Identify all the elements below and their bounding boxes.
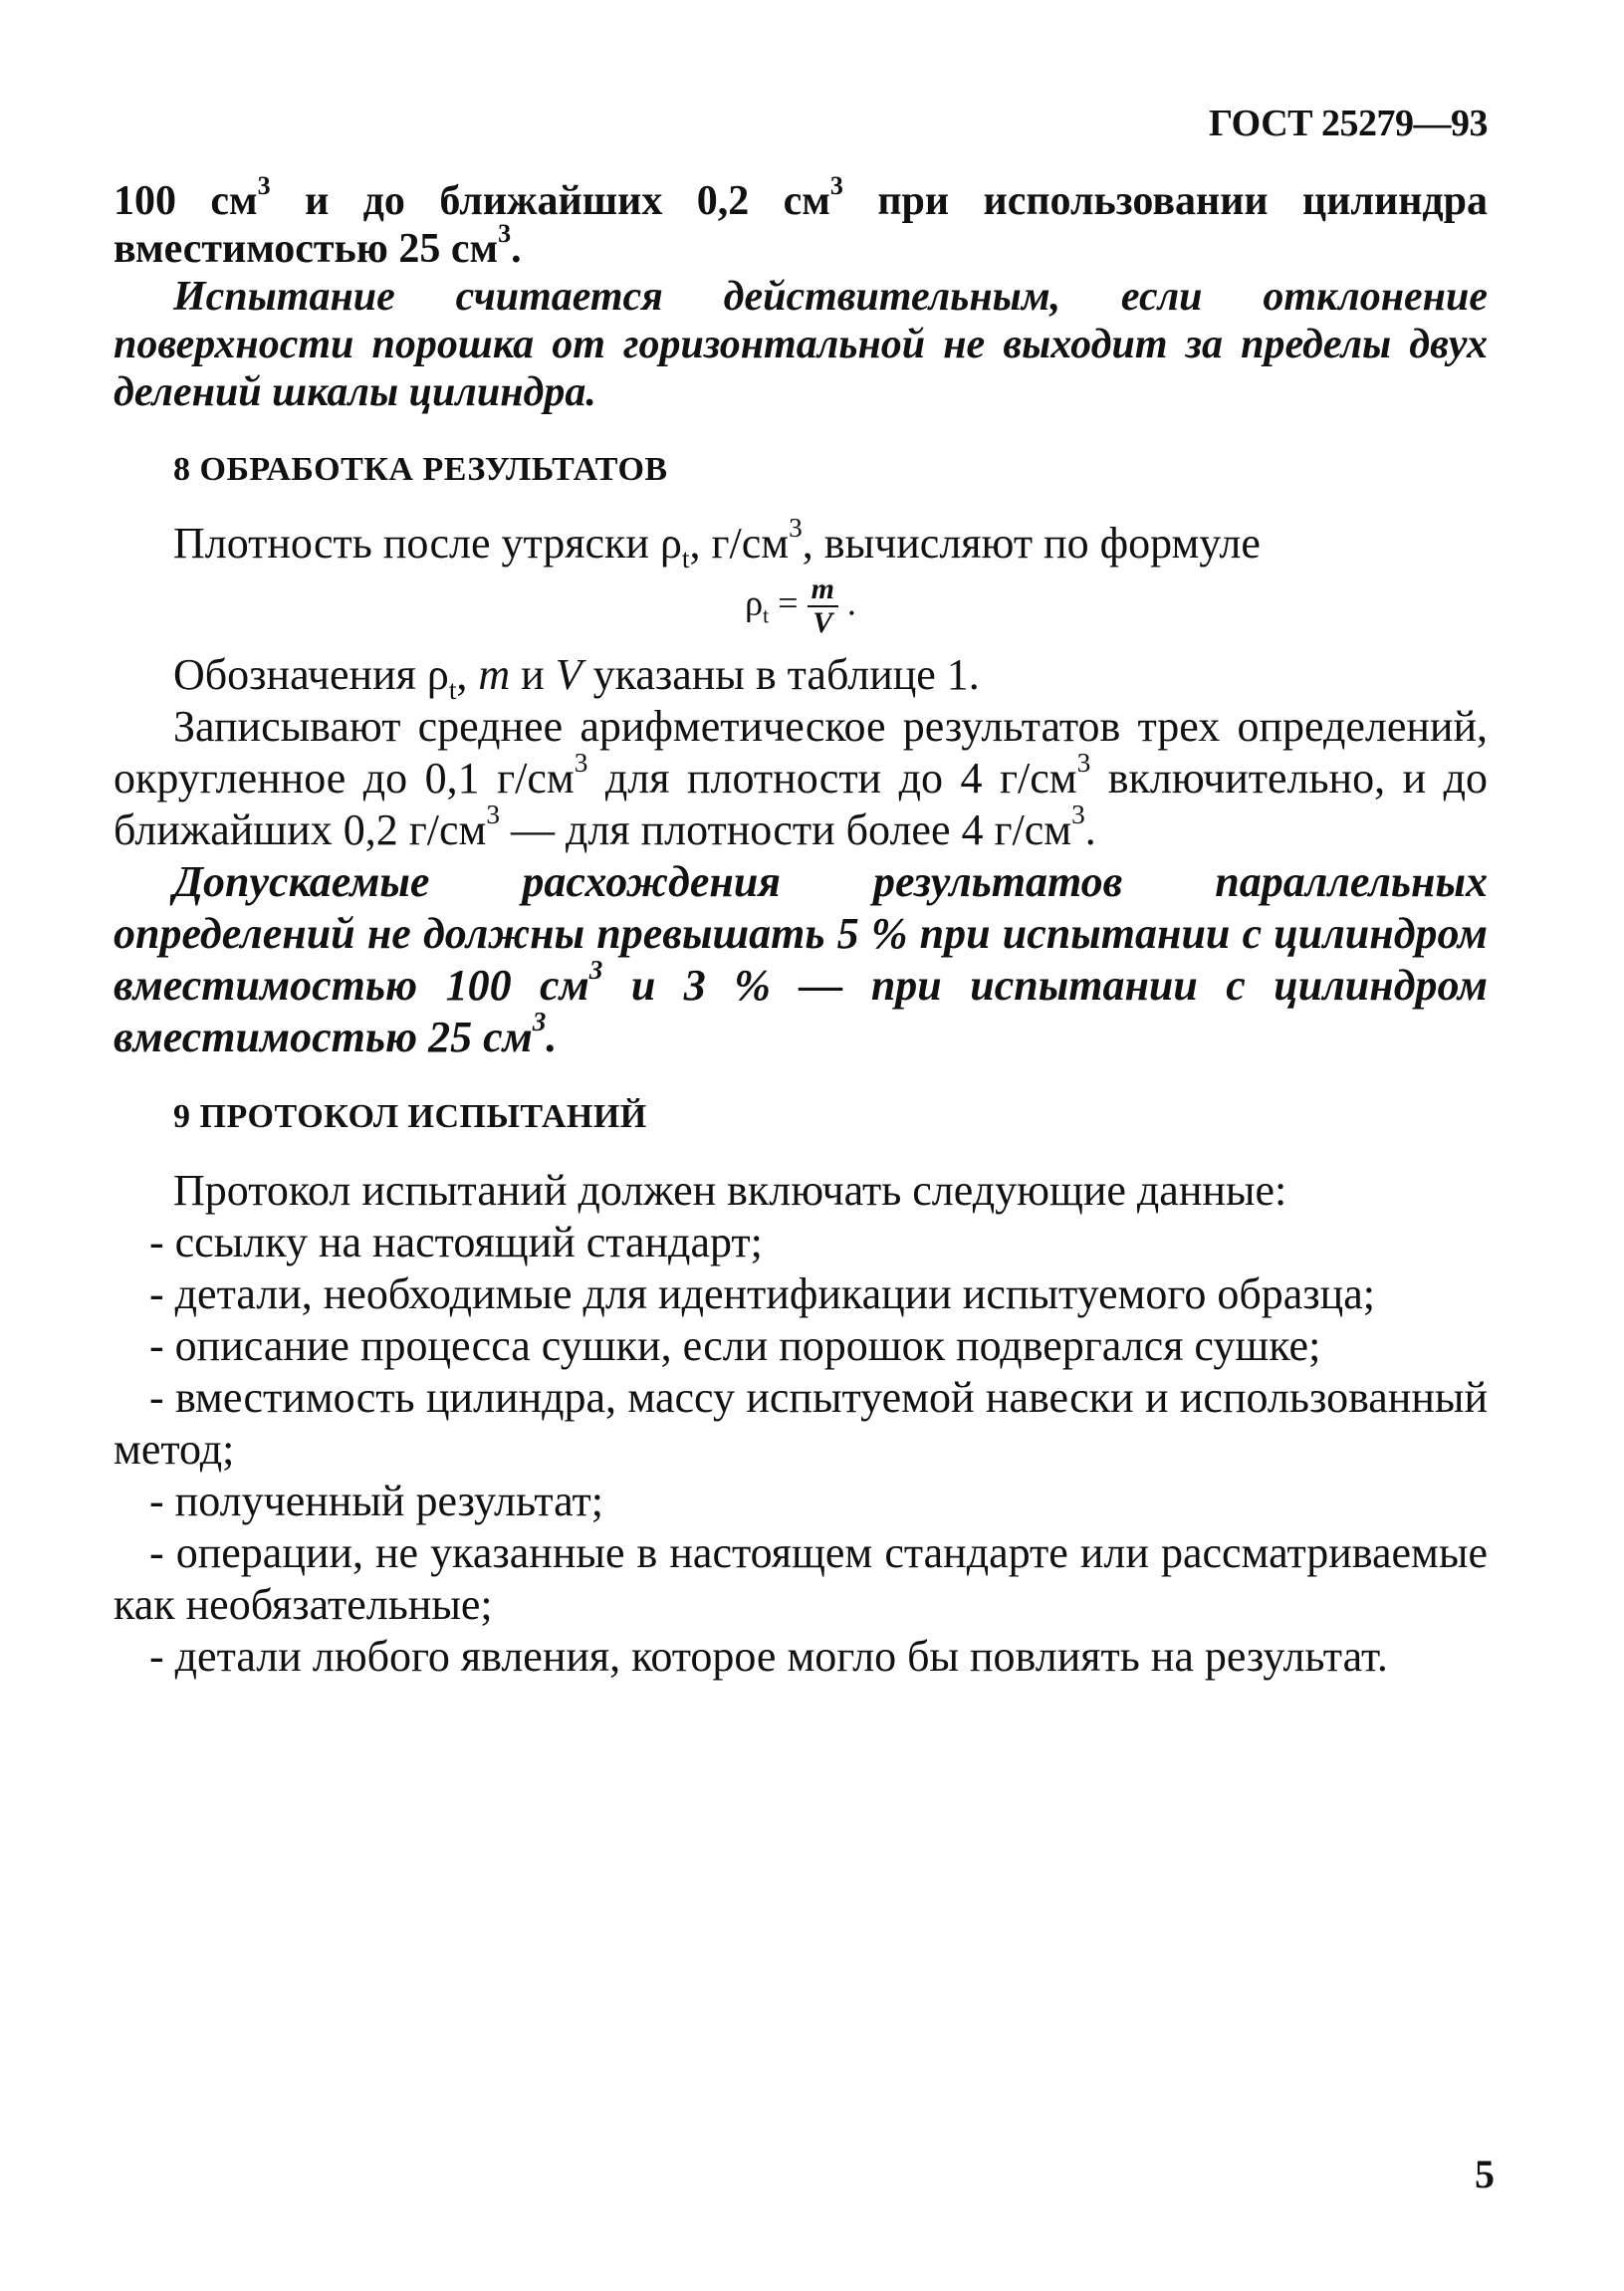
text-span: и xyxy=(510,650,556,699)
text-span: . xyxy=(511,226,522,272)
text-span: указаны в таблице 1. xyxy=(581,650,980,699)
formula-tail: . xyxy=(837,582,856,623)
list-item: - операции, не указанные в настоящем стандарте или рассматриваемые как необязательные; xyxy=(114,1528,1488,1629)
text-span: 100 см xyxy=(114,178,258,224)
subscript: t xyxy=(448,674,457,705)
validity-note: Испытание считается действительным, если отклонение поверхности порошка от горизонтальной не выходит за пределы двух делений шкалы цилиндра. xyxy=(114,274,1488,415)
subscript: t xyxy=(681,543,690,573)
tolerance-note xyxy=(114,856,1488,1063)
symbol-m: m xyxy=(478,650,511,699)
superscript: 3 xyxy=(486,799,500,829)
density-formula xyxy=(114,573,1488,643)
text-span: . xyxy=(546,1013,558,1061)
protocol-intro: Протокол испытаний должен включать следующие данные: xyxy=(173,1166,1287,1215)
record-paragraph xyxy=(114,701,1488,856)
text-span: Обозначения ρ xyxy=(173,650,449,699)
text-span: и 3 % — при испытании с цилиндром вместимостью 25 см xyxy=(114,961,1488,1061)
superscript: 3 xyxy=(498,218,512,248)
text-span: Записывают среднее арифметическое результатов трех определений, округленное до 0,1 г/см xyxy=(114,702,1488,802)
document-header: ГОСТ 25279—93 xyxy=(1208,103,1488,144)
text-span: Допускаемые расхождения результатов параллельных определений не должны превышать 5 % при испытании с цилиндром вместимостью 100 см xyxy=(114,857,1488,1010)
text-span: Плотность после утряски ρ xyxy=(173,519,682,568)
list-item: - ссылку на настоящий стандарт; xyxy=(149,1218,763,1266)
list-item: - описание процесса сушки, если порошок подвергался сушке; xyxy=(149,1321,1321,1370)
formula-subscript: t xyxy=(763,602,770,628)
fraction-numerator: m xyxy=(808,573,838,607)
superscript: 3 xyxy=(1076,747,1091,778)
formula-intro xyxy=(114,512,1488,573)
text-span: включительно, и до ближайших 0,2 г/см xyxy=(114,754,1488,854)
notation-paragraph xyxy=(114,649,1488,705)
page-content xyxy=(114,170,1488,1683)
formula-fraction xyxy=(808,573,838,639)
symbol-v: V xyxy=(555,650,582,699)
superscript: 3 xyxy=(789,512,803,543)
text-span: при использовании цилиндра вместимостью 25 см xyxy=(114,178,1488,272)
text-span: и до ближайших 0,2 см xyxy=(270,178,830,224)
fraction-denominator: V xyxy=(812,606,833,639)
page-number: 5 xyxy=(1475,2152,1495,2196)
text-span: , вычисляют по формуле xyxy=(802,519,1261,568)
text-span: , xyxy=(456,650,479,699)
list-item: - вместимость цилиндра, массу испытуемой навески и использованный метод; xyxy=(114,1373,1488,1474)
superscript: 3 xyxy=(1071,799,1085,829)
superscript: 3 xyxy=(588,954,603,985)
superscript: 3 xyxy=(257,170,271,200)
text-span: . xyxy=(1084,805,1096,854)
text-span: для плотности до 4 г/см xyxy=(587,754,1077,802)
superscript: 3 xyxy=(532,1006,547,1036)
protocol-list xyxy=(114,1217,1488,1683)
list-item: - полученный результат; xyxy=(149,1477,603,1525)
text-span: , г/см xyxy=(689,519,790,568)
section-9-heading: 9 ПРОТОКОЛ ИСПЫТАНИЙ xyxy=(173,1098,647,1135)
formula-rho: ρ xyxy=(745,582,764,623)
superscript: 3 xyxy=(829,170,843,200)
formula-equals: = xyxy=(769,582,808,623)
top-paragraph xyxy=(114,170,1488,273)
superscript: 3 xyxy=(574,747,588,778)
text-span: — для плотности более 4 г/см xyxy=(499,805,1072,854)
list-item: - детали, необходимые для идентификации испытуемого образца; xyxy=(149,1269,1375,1318)
section-8-heading: 8 ОБРАБОТКА РЕЗУЛЬТАТОВ xyxy=(173,451,668,488)
list-item: - детали любого явления, которое могло бы повлиять на результат. xyxy=(149,1632,1388,1681)
